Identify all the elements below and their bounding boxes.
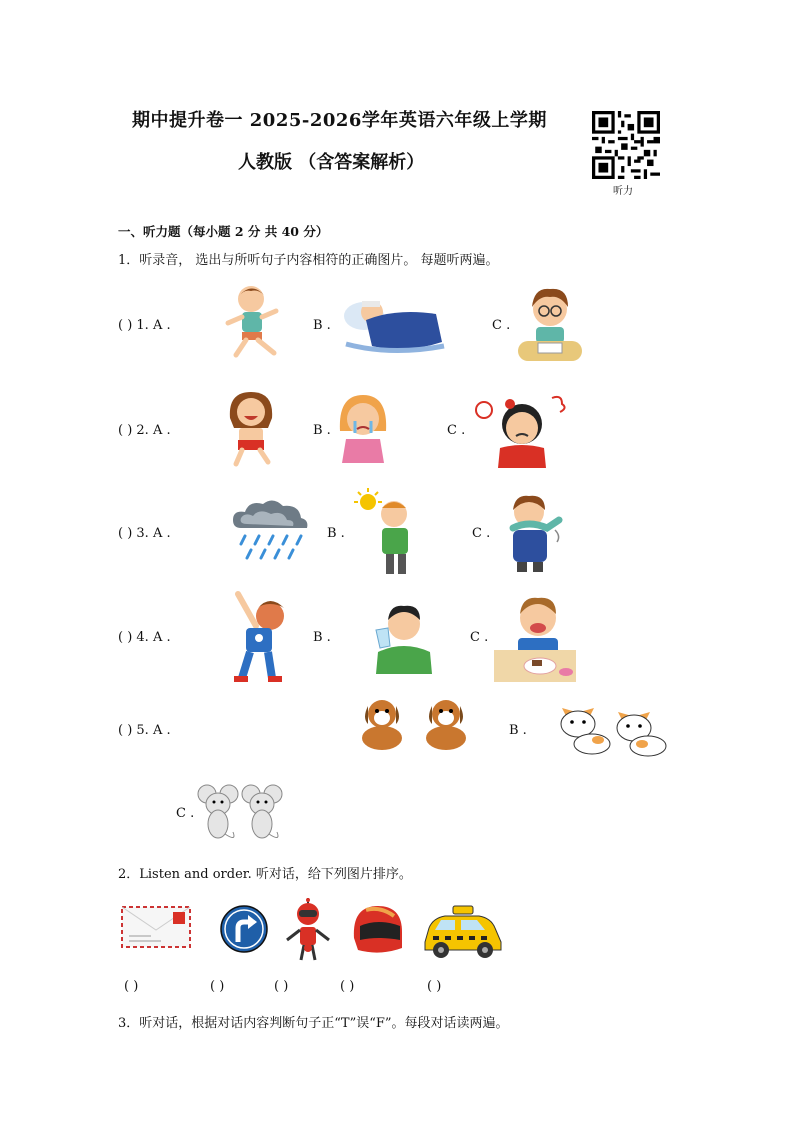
taxi-icon [419, 904, 505, 960]
cats-icon [556, 700, 674, 758]
qr-code-icon [592, 111, 660, 179]
order-blank-5[interactable]: ( ) [427, 979, 442, 994]
cold-boy-icon [497, 490, 567, 574]
item1-option-c: C . [492, 318, 511, 333]
boy-drinking-icon [370, 600, 434, 676]
happy-girl-icon [222, 388, 280, 470]
dogs-icon [352, 692, 478, 764]
robot-icon [283, 898, 333, 964]
exercising-boy-icon [226, 590, 292, 684]
q1-instruction: 1．听录音， 选出与所听句子内容相符的正确图片。 每题听两遍。 [118, 253, 499, 268]
item2-option-b: B . [313, 423, 331, 438]
boy-reading-icon [516, 283, 584, 365]
item4-option-c: C . [470, 630, 489, 645]
boy-eating-icon [494, 590, 576, 684]
order-blank-3[interactable]: ( ) [274, 979, 289, 994]
hot-sun-boy-icon [354, 488, 420, 576]
page-subtitle: 人教版 （含答案解析） [238, 152, 425, 173]
page-title: 期中提升卷一 2025-2026学年英语六年级上学期 [132, 110, 547, 131]
angry-girl-icon [470, 388, 570, 470]
qr-caption: 听力 [613, 186, 633, 197]
q2-instruction: 2．Listen and order. 听对话，给下列图片排序。 [118, 867, 412, 882]
order-blank-4[interactable]: ( ) [340, 979, 355, 994]
item4-prefix: ( ) 4. A . [118, 630, 171, 645]
item4-option-b: B . [313, 630, 331, 645]
crying-girl-icon [334, 391, 392, 467]
rain-cloud-icon [229, 494, 311, 570]
helmet-icon [350, 902, 404, 958]
q3-instruction: 3．听对话，根据对话内容判断句子正“T”误“F”。每段对话读两遍。 [118, 1016, 509, 1031]
item3-option-c: C . [472, 526, 491, 541]
item5-option-b: B . [509, 723, 527, 738]
item2-prefix: ( ) 2. A . [118, 423, 171, 438]
item5-prefix: ( ) 5. A . [118, 723, 171, 738]
mice-icon [197, 782, 289, 844]
item1-prefix: ( ) 1. A . [118, 318, 171, 333]
item2-option-c: C . [447, 423, 466, 438]
turn-right-sign-icon [219, 904, 269, 954]
envelope-icon [121, 906, 191, 948]
item3-option-b: B . [327, 526, 345, 541]
item5-option-c: C . [176, 806, 195, 821]
running-boy-icon [218, 283, 288, 363]
order-blank-2[interactable]: ( ) [210, 979, 225, 994]
order-blank-1[interactable]: ( ) [124, 979, 139, 994]
sick-child-in-bed-icon [336, 290, 446, 355]
section-heading: 一、听力题（每小题 2 分 共 40 分） [118, 224, 329, 239]
item1-option-b: B . [313, 318, 331, 333]
item3-prefix: ( ) 3. A . [118, 526, 171, 541]
